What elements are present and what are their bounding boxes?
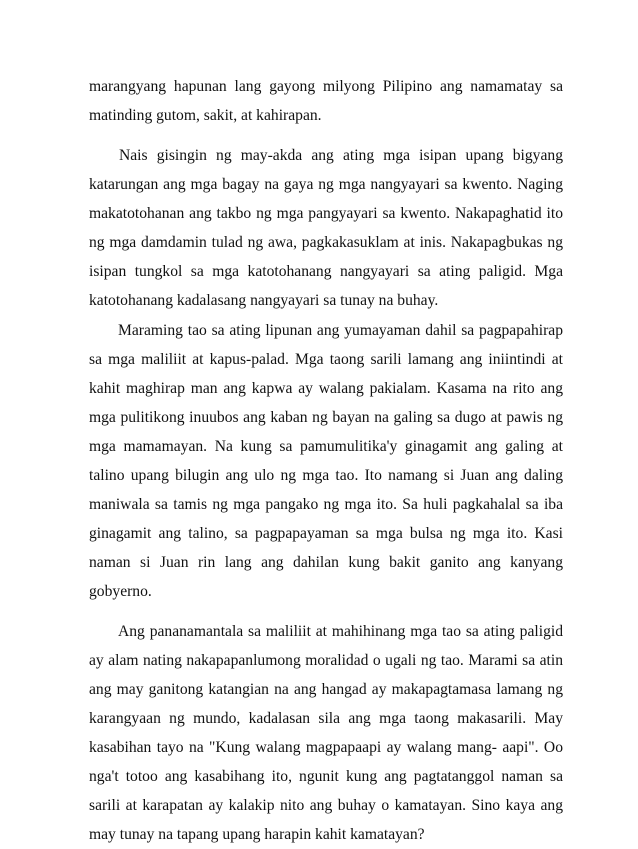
paragraph-exploitation: Ang pananamantala sa maliliit at mahihinang mga tao sa ating paligid ay alam nating nakapapanlumong moralidad o ugali ng tao. Marami sa atin ang may ganitong katangian na ang hangad ay makapagtamasa lamang ng karangyaan ng mundo, kadalasan sila ang mga taong makasarili. May kasabihan tayo na "Kung walang magpapaapi ay walang mang- aapi". Oo nga't totoo ang kasabihang ito, ngunit kung ang pagtatanggol naman sa sarili at karapatan ay kalakip nito ang buhay o kamatayan. Sino kaya ang may tunay na tapang upang harapin kahit kamatayan? xyxy=(89,623,563,843)
paragraph-society: Maraming tao sa ating lipunan ang yumayaman dahil sa pagpapahirap sa mga maliliit at kapus-palad. Mga taong sarili lamang ang iniintindi at kahit maghirap man ang kapwa ay walang pakialam. Kasama na rito ang mga pulitikong inuubos ang kaban ng bayan na galing sa dugo at pawis ng mga mamamayan. Na kung sa pamumulitika'y ginagamit ang galing at talino upang bilugin ang ulo ng mga tao. Ito namang si Juan ang daling maniwala sa tamis ng mga pangako ng mga ito. Sa huli pagkahalal sa iba ginagamit ang talino, sa pagpapayaman sa mga bulsa ng mga ito. Kasi naman si Juan rin lang ang dahilan kung bakit ganito ang kanyang gobyerno. xyxy=(89,322,563,600)
paragraph-author-intent: Nais gisingin ng may-akda ang ating mga isipan upang bigyang katarungan ang mga bagay na gaya ng mga nangyayari sa kwento. Naging makatotohanan ang takbo ng mga pangyayari sa kwento. Nakapaghatid ito ng mga damdamin tulad ng awa, pagkakasuklam at inis. Nakapagbukas ng isipan tungkol sa mga katotohanang nangyayari sa ating paligid. Mga katotohanang kadalasang nangyayari sa tunay na buhay. xyxy=(89,147,563,309)
paragraph-continuation: marangyang hapunan lang gayong milyong Pilipino ang namamatay sa matinding gutom, sakit, at kahirapan. xyxy=(89,78,563,124)
